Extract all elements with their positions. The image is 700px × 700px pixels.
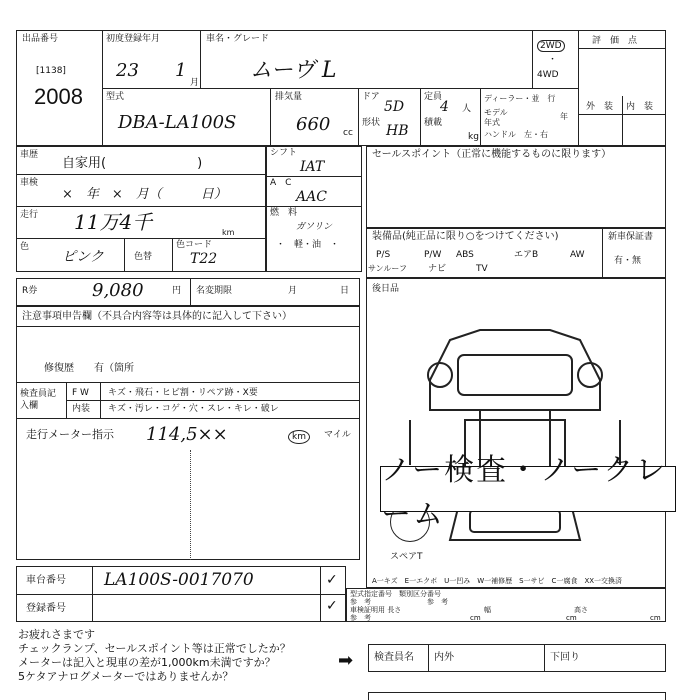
divider <box>578 114 666 115</box>
inspector-label: 検査員記入欄 <box>20 389 57 411</box>
after-label: 後日品 <box>372 284 400 294</box>
ac-label: A C <box>270 178 292 188</box>
history-value: 自家用( ) <box>62 156 203 171</box>
warranty-value: 有・無 <box>614 256 642 266</box>
cap-unit: 人 <box>462 104 472 114</box>
damage-legend: A一キズ E一エクボ U一凹み W一補修歴 S一サビ C一腐食 XX一交換済 <box>372 577 623 585</box>
drive-4wd: 4WD <box>537 70 559 80</box>
month-unit: 月 <box>190 78 200 88</box>
fw-label: F W <box>72 388 89 398</box>
interior-label: 内 装 <box>626 102 654 112</box>
meter-label: 走行メーター指示 <box>26 428 114 441</box>
equip-airbag: エアB <box>514 250 539 260</box>
color-code-label: 色コード <box>176 240 213 250</box>
dims-width: 幅 <box>484 606 491 614</box>
divider <box>320 566 321 622</box>
name-change-month: 月 <box>288 286 298 296</box>
body-label: 形状 <box>362 118 381 128</box>
warranty-label: 新車保証書 <box>608 232 654 242</box>
inspection-label: 車検 <box>20 178 39 188</box>
history-label: 車歴 <box>20 150 39 160</box>
divider <box>16 238 266 239</box>
dims-cm-2: cm <box>566 614 577 622</box>
divider <box>16 382 360 383</box>
fuel-label: 燃 料 <box>270 208 298 218</box>
color-label: 色 <box>20 242 30 252</box>
load-unit: kg <box>468 132 479 142</box>
footer-line4: 5ケタアナログメーターではありませんか？ <box>18 670 234 683</box>
dims-row1b: 参 考 参 考 <box>350 598 448 606</box>
inspector-name-label: 検査員名 <box>374 652 414 663</box>
load-label: 積載 <box>424 118 443 128</box>
divider <box>66 382 67 418</box>
divider <box>172 238 173 272</box>
meter-mile: マイル <box>324 430 351 440</box>
lot-small: [1138] <box>36 66 66 76</box>
dims-cm-3: cm <box>650 614 661 622</box>
meter-value: 114,5×× <box>146 424 228 445</box>
drive-2wd: 2WD <box>537 40 565 52</box>
mileage-value: 11万4千 <box>74 210 153 234</box>
chassis-check: ✓ <box>326 572 338 588</box>
equip-navi: ナビ <box>428 264 447 274</box>
dims-ref: 参 考 <box>350 614 371 622</box>
exterior-label: 外 装 <box>586 102 614 112</box>
bottom-box <box>368 692 666 700</box>
no-inspection-banner: ノー検査・ノークレーム <box>380 466 676 512</box>
fuel-options: ・ 軽・油 ・ <box>276 240 340 250</box>
footer-line2: チェックランプ、セールスポイント等は正常でしたか？ <box>18 642 291 655</box>
color-code-value: T22 <box>190 251 218 267</box>
equip-pw: P/W <box>424 250 442 260</box>
inspection-value: × 年 × 月（ 日） <box>62 187 227 202</box>
name-change-day: 日 <box>340 286 350 296</box>
notes-label: 注意事項申告欄（不具合内容等は具体的に記入して下さい） <box>22 311 292 322</box>
divider <box>200 30 201 88</box>
year-unit: 年 <box>560 112 568 121</box>
divider <box>532 30 533 88</box>
equip-ps: P/S <box>376 250 391 260</box>
equip-sunroof: サンルーフ <box>368 264 407 273</box>
first-reg-month: 1 <box>175 60 187 81</box>
divider <box>544 644 545 672</box>
chassis-label: 車台番号 <box>26 575 66 586</box>
color-value: ピンク <box>62 249 104 265</box>
shift-label: シフト <box>270 148 298 158</box>
spare-label: スペアT <box>390 552 423 562</box>
handle-label: ハンドル 左・右 <box>484 130 548 139</box>
divider <box>100 382 101 418</box>
dims-row1: 型式指定番号 類別区分番号 <box>350 590 441 598</box>
name-change-label: 名変期限 <box>196 286 233 296</box>
recycle-label: R券 <box>22 286 38 296</box>
divider <box>578 48 666 49</box>
divider <box>66 400 360 401</box>
inside-label: 内外 <box>434 652 454 663</box>
model-year-label: モデル年式 <box>484 108 508 127</box>
equip-tv: TV <box>476 264 488 274</box>
dims-cm-1: cm <box>470 614 481 622</box>
first-reg-year: 23 <box>116 60 139 81</box>
door-value: 5D <box>384 99 405 115</box>
color-change-label: 色替 <box>134 252 153 262</box>
dealer-label: ディーラー・並 行 <box>484 94 556 103</box>
sales-point-label: セールスポイント（正常に機能するものに限ります） <box>372 149 612 160</box>
fuel-value: ガソリン <box>296 222 333 232</box>
equipment-label: 装備品(純正品に限り○をつけてください) <box>372 231 559 242</box>
divider <box>16 594 346 595</box>
cap-label: 定員 <box>424 92 443 102</box>
divider <box>190 450 191 560</box>
divider <box>266 176 362 177</box>
divider <box>270 88 271 146</box>
divider <box>622 96 623 146</box>
lot-label: 出品番号 <box>22 34 59 44</box>
divider <box>16 206 266 207</box>
recycle-box <box>16 278 360 306</box>
disp-value: 660 <box>296 114 331 135</box>
arrow-icon: ➡ <box>338 650 354 671</box>
divider <box>358 88 359 146</box>
cap-value: 4 <box>440 99 449 115</box>
under-label: 下回り <box>550 652 580 663</box>
interior-items: キズ・汚レ・コゲ・穴・スレ・キレ・破レ <box>108 404 279 414</box>
interior-label: 内装 <box>72 404 91 414</box>
body-value: HB <box>386 123 409 139</box>
divider <box>102 88 578 89</box>
divider <box>92 566 93 622</box>
divider <box>480 88 481 146</box>
equip-abs: ABS <box>456 250 474 260</box>
divider <box>16 174 266 175</box>
divider <box>16 326 360 327</box>
divider <box>428 644 429 672</box>
fw-items: キズ・飛石・ヒビ割・リペア跡・X要 <box>108 388 258 398</box>
door-label: ドア <box>362 92 380 102</box>
dims-length: 車検証明用 長さ <box>350 606 402 614</box>
equip-aw: AW <box>570 250 585 260</box>
meter-km: km <box>288 430 310 444</box>
footer-line1: お疲れさまです <box>18 628 95 641</box>
shift-value: IAT <box>300 159 325 175</box>
divider <box>266 206 362 207</box>
divider <box>16 418 360 419</box>
reg-label: 登録番号 <box>26 603 66 614</box>
chassis-value: LA100S-0017070 <box>104 570 254 590</box>
type-value: DBA-LA100S <box>118 112 237 133</box>
ac-value: AAC <box>296 189 327 205</box>
divider <box>602 228 603 278</box>
lot-number: 2008 <box>34 84 83 109</box>
name-label: 車名・グレード <box>206 34 270 44</box>
type-label: 型式 <box>106 92 125 102</box>
km-label: km <box>222 228 235 237</box>
divider <box>124 238 125 272</box>
reg-check: ✓ <box>326 598 338 614</box>
recycle-value: 9,080 <box>92 280 144 301</box>
name-value: ムーヴ L <box>250 58 337 83</box>
recycle-unit: 円 <box>172 286 182 296</box>
rating-label: 評 価 点 <box>592 36 638 46</box>
dims-height: 高さ <box>574 606 588 614</box>
divider <box>420 88 421 146</box>
repair-label: 修復歴 有（箇所 <box>44 363 134 374</box>
drive-dot: ・ <box>548 55 558 65</box>
divider <box>190 278 191 306</box>
first-reg-label: 初度登録年月 <box>106 34 161 44</box>
footer-line3: メーターは記入と現車の差が1,000km未満ですか？ <box>18 656 276 669</box>
disp-unit: cc <box>343 128 353 138</box>
disp-label: 排気量 <box>275 92 303 102</box>
mileage-label: 走行 <box>20 210 39 220</box>
